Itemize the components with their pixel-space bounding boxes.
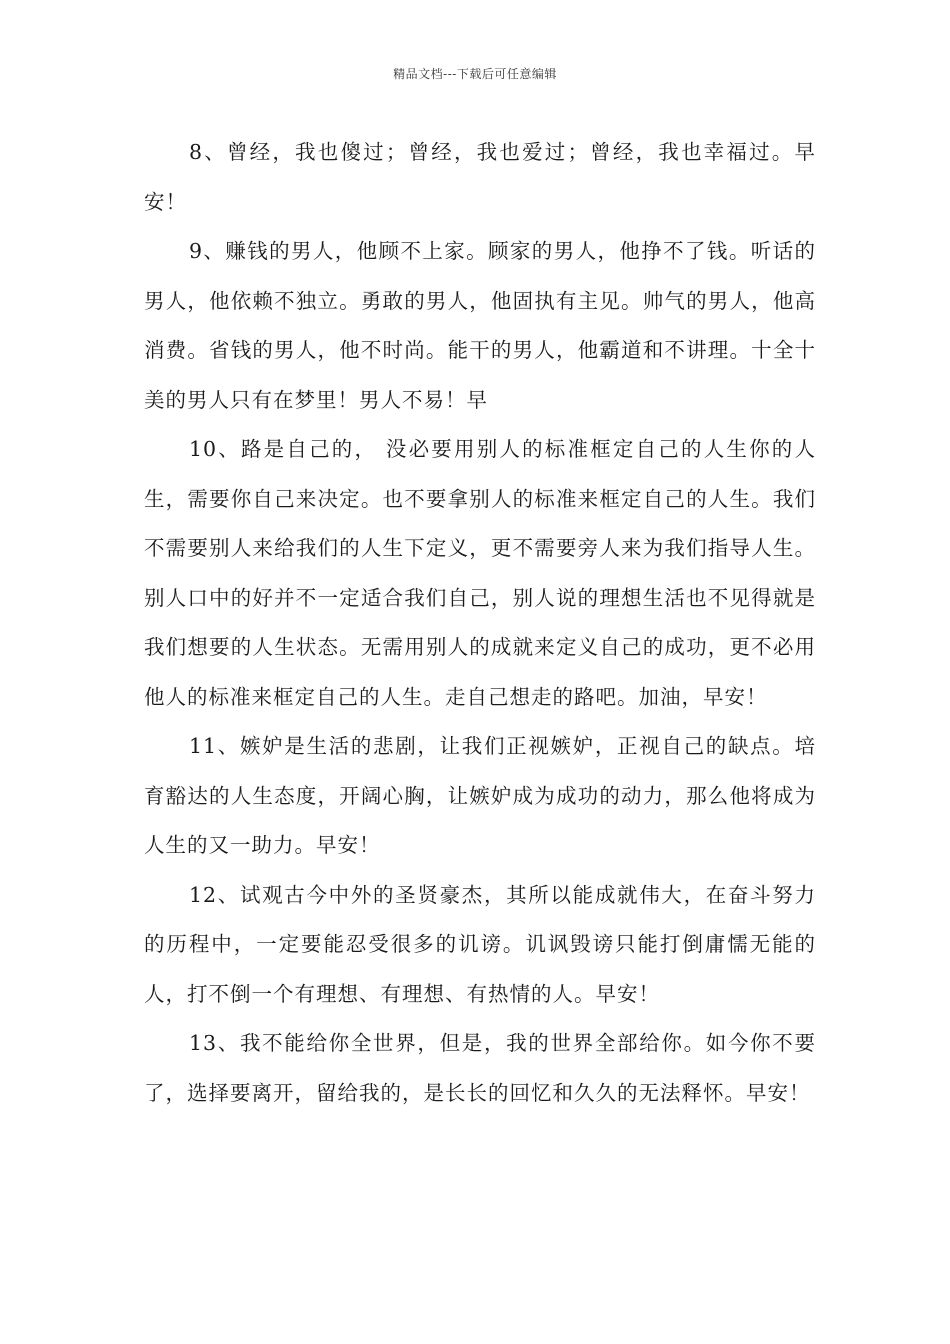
paragraph-8: 8、曾经，我也傻过；曾经，我也爱过；曾经，我也幸福过。早安！: [144, 140, 816, 214]
paragraph-10: 10、路是自己的， 没必要用别人的标准框定自己的人生你的人生，需要你自己来决定。也不要拿别人的标准来框定自己的人生。我们不需要别人来给我们的人生下定义，更不需要旁人来为我们指导人生。别人口中的好并不一定适合我们自己，别人说的理想生活也不见得就是我们想要的人生状态。无需用别人的成就来定义自己的成功，更不必用他人的标准来框定自己的人生。走自己想走的路吧。加油，早安！: [144, 437, 816, 709]
page-header: 精品文档---下载后可任意编辑: [393, 67, 557, 81]
paragraph-13: 13、我不能给你全世界，但是，我的世界全部给你。如今你不要了，选择要离开，留给我的，是长长的回忆和久久的无法释怀。早安！: [144, 1031, 816, 1105]
paragraph-12: 12、试观古今中外的圣贤豪杰，其所以能成就伟大，在奋斗努力的历程中，一定要能忍受很多的讥谤。讥讽毁谤只能打倒庸懦无能的人，打不倒一个有理想、有理想、有热情的人。早安！: [144, 882, 816, 1006]
document-body: [144, 128, 816, 1118]
paragraph-9: 9、赚钱的男人，他顾不上家。顾家的男人，他挣不了钱。听话的男人，他依赖不独立。勇敢的男人，他固执有主见。帅气的男人，他高消费。省钱的男人，他不时尚。能干的男人，他霸道和不讲理。十全十美的男人只有在梦里！男人不易！早: [144, 239, 816, 412]
paragraph-11: 11、嫉妒是生活的悲剧，让我们正视嫉妒，正视自己的缺点。培育豁达的人生态度，开阔心胸，让嫉妒成为成功的动力，那么他将成为人生的又一助力。早安！: [144, 734, 816, 857]
